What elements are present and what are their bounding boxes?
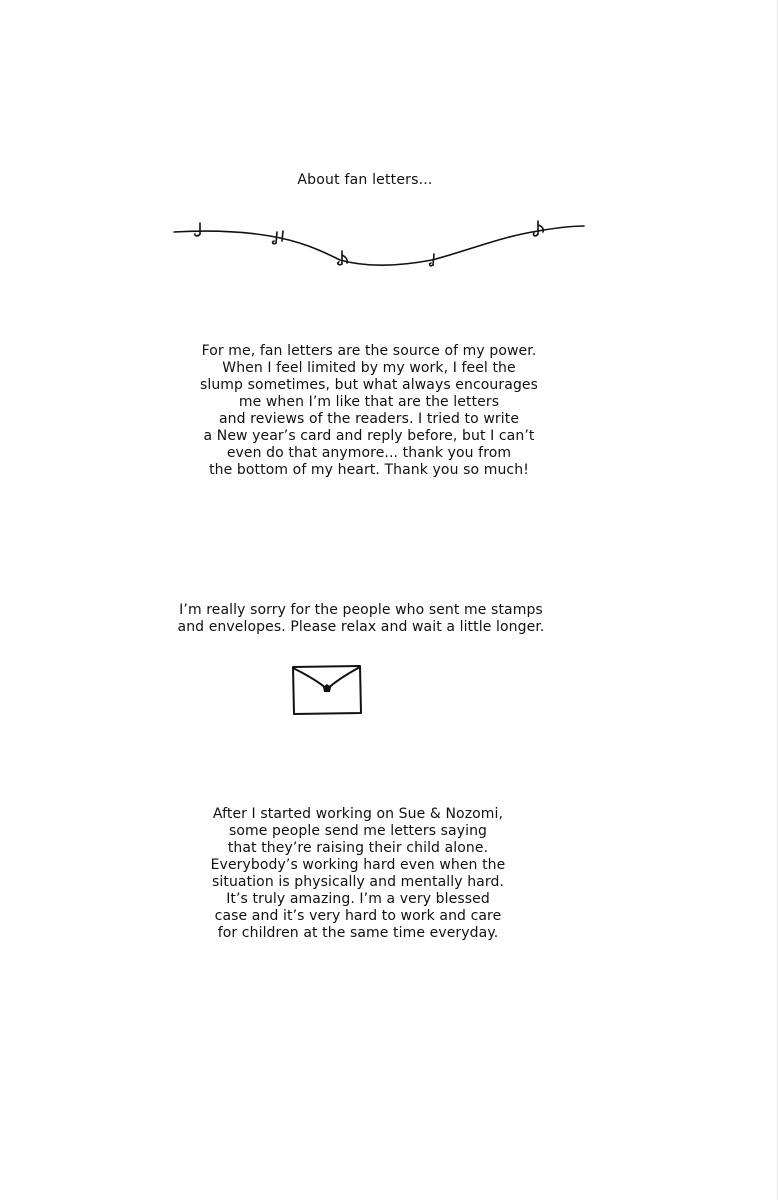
apology-paragraph xyxy=(0,602,722,636)
paragraph-line: After I started working on Sue & Nozomi, xyxy=(212,806,504,822)
single-parents-paragraph xyxy=(0,806,716,942)
paragraph-line: some people send me letters saying xyxy=(228,823,488,839)
envelope-icon xyxy=(289,662,365,718)
fan-letters-paragraph xyxy=(0,343,738,479)
paragraph-line: case and it’s very hard to work and care xyxy=(214,908,502,924)
paragraph-line: For me, fan letters are the source of my power. xyxy=(201,343,537,359)
paragraph-line: It’s truly amazing. I’m a very blessed xyxy=(226,891,490,907)
paragraph-line: I’m really sorry for the people who sent me stamps xyxy=(179,602,543,618)
paragraph-line: the bottom of my heart. Thank you so much! xyxy=(209,462,529,478)
paragraph-line: Everybody’s working hard even when the xyxy=(210,857,506,873)
paragraph-line: a New year’s card and reply before, but I can’t xyxy=(203,428,535,444)
paragraph-line: for children at the same time everyday. xyxy=(217,925,499,941)
paragraph-line: me when I’m like that are the letters xyxy=(238,394,500,410)
paragraph-line: and envelopes. Please relax and wait a little longer. xyxy=(177,619,545,635)
page-heading: About fan letters... xyxy=(297,172,433,188)
paragraph-line: slump sometimes, but what always encourages xyxy=(199,377,539,393)
paragraph-line: situation is physically and mentally hard. xyxy=(211,874,505,890)
paragraph-line: even do that anymore... thank you from xyxy=(226,445,512,461)
paragraph-line: and reviews of the readers. I tried to write xyxy=(218,411,520,427)
paragraph-line: that they’re raising their child alone. xyxy=(227,840,489,856)
music-note-vine-icon xyxy=(170,205,590,280)
paragraph-line: When I feel limited by my work, I feel the xyxy=(222,360,516,376)
